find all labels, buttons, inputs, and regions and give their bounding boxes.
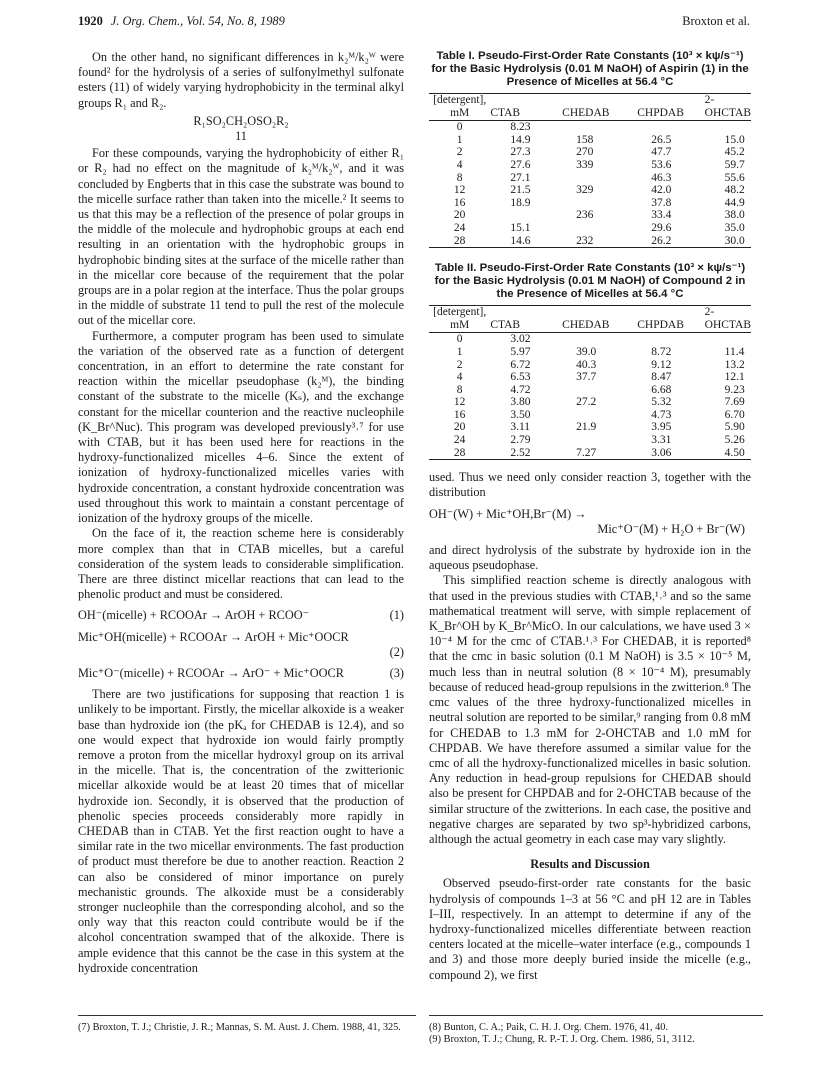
table-cell: 53.6 <box>651 158 672 171</box>
table-cell: 8.23 <box>510 121 531 134</box>
table-cell: 40.3 <box>576 358 597 371</box>
table-cell: 8.72 <box>651 345 672 358</box>
table-cell <box>705 333 751 346</box>
table-row <box>429 421 751 434</box>
section-heading: Results and Discussion <box>530 857 650 872</box>
table-row <box>429 384 751 397</box>
table-row <box>429 159 751 172</box>
table-row <box>429 121 751 134</box>
equation-number: (2) <box>389 644 404 659</box>
table-cell <box>562 197 637 210</box>
table-cell: 14.6 <box>510 234 531 247</box>
table-cell: 28 <box>453 446 466 459</box>
table-row <box>429 184 751 197</box>
table-cell <box>490 209 562 222</box>
table-2 <box>429 305 751 460</box>
table-cell: 30.0 <box>724 234 745 247</box>
table-cell: 3.80 <box>510 396 531 409</box>
table-cell <box>562 409 637 422</box>
table-cell: 24 <box>453 221 466 234</box>
table-cell: 158 <box>576 133 594 146</box>
table-cell: 12.1 <box>724 371 745 384</box>
table-cell: 2.79 <box>510 434 531 447</box>
table-row <box>429 434 751 447</box>
table-cell: 3.50 <box>510 408 531 421</box>
table-cell <box>562 222 637 235</box>
table-cell: 42.0 <box>651 184 672 197</box>
table-cell: 4 <box>456 158 463 171</box>
table-cell: 26.2 <box>651 234 672 247</box>
footnote-rule <box>78 1015 416 1016</box>
table-cell: 9.23 <box>724 383 745 396</box>
column-header: CHEDAB <box>562 94 637 121</box>
equation-2 <box>78 630 404 660</box>
table-cell: 2.52 <box>510 446 531 459</box>
table-1-caption: Table I. Pseudo-First-Order Rate Constants (10³ × kψ/s⁻¹) for the Basic Hydrolysis (0.01 M NaOH) of Aspirin (1) in the Presence of Micelles at 56.4 °C <box>431 50 749 88</box>
table-row <box>429 409 751 422</box>
table-1-body <box>429 121 751 248</box>
table-cell: 46.3 <box>651 171 672 184</box>
formula-text: R₁SO₂CH₂OSO₂R₂ <box>193 113 289 128</box>
table-cell: 59.7 <box>724 158 745 171</box>
table-row <box>429 134 751 147</box>
table-cell <box>562 121 637 134</box>
table-cell: 44.9 <box>724 196 745 209</box>
footnote: (7) Broxton, T. J.; Christie, J. R.; Mannas, S. M. Aust. J. Chem. 1988, 41, 325. <box>78 1022 401 1033</box>
table-cell: 26.5 <box>651 133 672 146</box>
table-cell: 6.70 <box>724 408 745 421</box>
header-left <box>78 14 285 29</box>
table-row <box>429 333 751 346</box>
table-row <box>429 146 751 159</box>
equation-number: (1) <box>389 608 404 623</box>
table-cell: 6.72 <box>510 358 531 371</box>
table-cell: 24 <box>453 434 466 447</box>
table-cell: 3.06 <box>651 446 672 459</box>
table-row <box>429 447 751 460</box>
column-header: CHEDAB <box>562 306 637 333</box>
table-row <box>429 209 751 222</box>
table-cell: 4.50 <box>724 446 745 459</box>
table-cell: 29.6 <box>651 221 672 234</box>
paragraph: and direct hydrolysis of the substrate by hydroxide ion in the aqueous pseudophase. <box>429 543 751 573</box>
table-cell: 270 <box>576 146 594 159</box>
table-cell: 45.2 <box>724 146 745 159</box>
table-cell: 329 <box>576 184 594 197</box>
table-cell: 5.26 <box>724 434 745 447</box>
table-row <box>429 371 751 384</box>
footnote-rule <box>429 1015 763 1016</box>
header-authors: Broxton et al. <box>682 14 750 28</box>
equation-text: OH⁻(W) + Mic⁺OH,Br⁻(M) → <box>429 506 587 521</box>
table-row <box>429 197 751 210</box>
table-cell: 27.3 <box>510 146 531 159</box>
table-cell: 6.68 <box>651 383 672 396</box>
formula-number: 11 <box>235 129 247 144</box>
paragraph: On the other hand, no significant differences in k₂ᴹ/k₂ᵂ were found² for the hydrolysis of a series of sulfonylmethyl sulfonate esters (11) of widely varying hydrophobicity in the terminal alkyl groups R₁ and R₂. <box>78 50 404 110</box>
equation-text: Mic⁺O⁻(M) + H₂O + Br⁻(W) <box>597 521 745 536</box>
table-cell: 5.32 <box>651 396 672 409</box>
table-cell: 12 <box>453 184 466 197</box>
footnotes-left <box>78 1015 404 1034</box>
paragraph: Furthermore, a computer program has been used to simulate the variation of the observed rate as a function of detergent concentration, in an effort to determine the rate constant for reaction within the micellar pseudophase (k₂ᴹ), the binding constant of the substrate to the micelle (Kₛ), and the exchange constant for the micellar counterion and the reactive nucleophile (K_Br^Nuc). This program was developed previously³˒⁷ for use with CTAB, but it has been used here for reactions in the hydroxy-functionalized micelles 4–6. Since the extent of ionization of hydroxy-functionalized micelles varies with hydroxide concentration, a constant hydroxide concentration was used throughout this work to maintain a constant percentage of ionization of the hydroxy groups of the micelle. <box>78 328 404 526</box>
table-cell: 33.4 <box>651 209 672 222</box>
table-cell: 39.0 <box>576 345 597 358</box>
table-cell: 3.11 <box>510 421 531 434</box>
table-cell: 2 <box>456 146 463 159</box>
table-cell: 4.73 <box>651 408 672 421</box>
table-cell: 9.12 <box>651 358 672 371</box>
formula-11 <box>78 114 404 144</box>
table-cell: 21.5 <box>510 184 531 197</box>
distribution-equation <box>429 507 751 537</box>
table-cell: 7.27 <box>576 446 597 459</box>
equation-text: OH⁻(micelle) + RCOOAr → ArOH + RCOO⁻ <box>78 608 310 623</box>
table-cell: 1 <box>456 345 463 358</box>
equation-text: Mic⁺O⁻(micelle) + RCOOAr → ArO⁻ + Mic⁺OOCR <box>78 665 344 680</box>
table-cell: 2 <box>456 358 463 371</box>
paragraph: There are two justifications for supposing that reaction 1 is unlikely to be important. Firstly, the micellar alkoxide is a weaker base than hydroxide ion (the pKₐ for CHEDAB is 12.4), and so one would expect that hydroxide ion would fairly promptly remove a proton from the micellar hydroxyl group on its arrival in the micelle. That is, the concentration of the zwitterionic micellar alkoxide would be at least 20 times that of micellar hydroxide ion. Secondly, it is observed that the production of phenolic species proceeds considerably more rapidly in CHEDAB than in CTAB. Yet the first reaction ought to have a similar rate in the two micellar environments. The fast production of product must therefore be due to another reaction. Reaction 2 can also be considered of minor importance on purely mechanistic grounds. The alkoxide must be a considerably stronger nucleophile than the corresponding alcohol, and so the only way that this reacton could contribute would be if the alcohol concentration swamped that of the alkoxide. There is ample evidence that this cannot be the case in this system at the hydroxide concentration <box>78 687 404 975</box>
table-cell: 236 <box>576 209 594 222</box>
table-cell: 3.02 <box>510 333 531 346</box>
table-cell: 8 <box>456 171 463 184</box>
table-row <box>429 172 751 185</box>
table-cell <box>705 121 751 134</box>
column-header: CTAB <box>490 94 562 121</box>
table-row <box>429 396 751 409</box>
table-cell <box>562 172 637 185</box>
table-cell: 5.90 <box>724 421 745 434</box>
table-cell: 47.7 <box>651 146 672 159</box>
table-cell <box>562 434 637 447</box>
table-cell: 27.6 <box>510 158 531 171</box>
equation-number: (3) <box>389 665 404 680</box>
table-cell: 15.0 <box>724 133 745 146</box>
column-header: 2-OHCTAB <box>705 94 751 121</box>
footnote: (8) Bunton, C. A.; Paik, C. H. J. Org. Chem. 1976, 41, 40. <box>429 1022 668 1033</box>
footnotes-right <box>429 1015 751 1046</box>
column-header: CTAB <box>490 306 562 333</box>
table-cell: 27.2 <box>576 396 597 409</box>
running-header <box>78 14 750 32</box>
table-cell <box>562 333 637 346</box>
table-cell: 3.95 <box>651 421 672 434</box>
paragraph: For these compounds, varying the hydrophobicity of either R₁ or R₂ had no effect on the magnitude of k₂ᴹ/k₂ᵂ, and it was concluded by Engberts that in this case the substrate was bound to the micelle surface rather than taken into the micelle.² It seems to us that this may be a reflection of the presence of polar groups in the middle of the molecule and hydrophobic groups at each end resulting in an orientation with the hydrophobic groups in hydrophobic binding sites at the surface of the micelle rather than in the micellar core because of the requirement that the polar groups are in a polar region at the interface. Thus the polar groups in the middle of substrate 11 tend to pull the rest of the molecule out of the micellar core. <box>78 146 404 328</box>
table-cell: 0 <box>456 333 463 346</box>
table-cell: 15.1 <box>510 221 531 234</box>
table-row <box>429 235 751 248</box>
column-header: CHPDAB <box>637 94 704 121</box>
journal-citation: J. Org. Chem., Vol. 54, No. 8, 1989 <box>110 14 285 28</box>
table-row <box>429 222 751 235</box>
table-cell <box>562 384 637 397</box>
table-cell: 4.72 <box>510 383 531 396</box>
equation-text: Mic⁺OH(micelle) + RCOOAr → ArOH + Mic⁺OOCR <box>78 629 349 644</box>
table-cell: 3.31 <box>651 434 672 447</box>
table-cell: 16 <box>453 408 466 421</box>
paragraph: used. Thus we need only consider reaction 3, together with the distribution <box>429 470 751 500</box>
table-2-body <box>429 333 751 460</box>
table-cell: 35.0 <box>724 221 745 234</box>
column-header: 2-OHCTAB <box>705 306 751 333</box>
table-row <box>429 359 751 372</box>
page-number: 1920 <box>78 14 103 28</box>
table-cell: 37.7 <box>576 371 597 384</box>
table-cell: 8.47 <box>651 371 672 384</box>
equation-3 <box>78 666 404 681</box>
table-cell: 38.0 <box>724 209 745 222</box>
table-cell: 37.8 <box>651 196 672 209</box>
table-cell: 20 <box>453 421 466 434</box>
table-cell: 232 <box>576 234 594 247</box>
table-cell: 27.1 <box>510 171 531 184</box>
table-cell <box>637 333 704 346</box>
table-cell: 20 <box>453 209 466 222</box>
table-cell: 1 <box>456 133 463 146</box>
equation-1 <box>78 608 404 623</box>
table-cell: 28 <box>453 234 466 247</box>
table-cell: 7.69 <box>724 396 745 409</box>
table-cell: 18.9 <box>510 196 531 209</box>
right-column <box>429 50 751 983</box>
paragraph: This simplified reaction scheme is directly analogous with that used in the previous studies with CTAB,¹˒³ and so the same mathematical treatment will serve, with simple replacement of K_Br^OH by K_Br^MicO. In our calculations, we have used 3 × 10⁻⁴ M for the cmc of CTAB.¹˒³ For CHEDAB, it is reported⁸ that the cmc in basic solution (0.1 M NaOH) is 3.5 × 10⁻⁵ M, much less than in neutral solution (8 × 10⁻⁴ M), presumably because of reduced head-group repulsions in the zwitterion.⁸ The cmc values of the three hydroxy-functionalized micelles in neutral solution are reported to be similar,⁹ ranging from 0.8 mM for CHEDAB to 1.3 mM for 2-OHCTAB and 1.0 mM for CHPDAB. We have therefore assumed a similar value for the cmc of all the hydroxy-functionalized micelles in basic solution. Any reduction in head-group repulsions for CHEDAB should also be present for CHPDAB and for 2-OHCTAB because of the similar structure of the zwitterions. In each case, the positive and negative charges are separated by two sp³-hybridized carbons, although the actual geometry in each case may vary slightly. <box>429 573 751 846</box>
table-cell: 6.53 <box>510 371 531 384</box>
table-cell: 339 <box>576 158 594 171</box>
column-header: [detergent], mM <box>429 306 490 333</box>
table-row <box>429 346 751 359</box>
column-header: CHPDAB <box>637 306 704 333</box>
table-cell: 12 <box>453 396 466 409</box>
table-cell: 0 <box>456 121 463 134</box>
column-header: [detergent], mM <box>429 94 490 121</box>
table-cell: 48.2 <box>724 184 745 197</box>
table-cell: 13.2 <box>724 358 745 371</box>
table-cell: 5.97 <box>510 345 531 358</box>
table-cell: 16 <box>453 196 466 209</box>
table-cell: 14.9 <box>510 133 531 146</box>
table-cell: 55.6 <box>724 171 745 184</box>
table-2-caption: Table II. Pseudo-First-Order Rate Constants (10³ × kψ/s⁻¹) for the Basic Hydrolysis (0.01 M NaOH) of Compound 2 in the Presence of Micelles at 56.4 °C <box>434 262 746 301</box>
footnote: (9) Broxton, T. J.; Chung, R. P.-T. J. Org. Chem. 1986, 51, 3112. <box>429 1034 695 1045</box>
paragraph: On the face of it, the reaction scheme here is considerably more complex than that in CTAB micelles, but a careful consideration of the system leads to considerable simplification. There are three distinct micellar reactions that can lead to the phenolic product and must be considered. <box>78 526 404 602</box>
table-cell <box>637 121 704 134</box>
table-cell: 21.9 <box>576 421 597 434</box>
table-cell: 8 <box>456 383 463 396</box>
left-column <box>78 50 404 976</box>
paragraph: Observed pseudo-first-order rate constants for the basic hydrolysis of compounds 1–3 at 56 °C and pH 12 are in Tables I–III, respectively. In an attempt to determine if any of the hydroxy-functionalized micelles differentiate between reaction centers located at the micelle–water interface (e.g., compounds 1 and 3) and those more deeply buried inside the micelle (e.g., compound 2), we first <box>429 876 751 982</box>
table-cell: 11.4 <box>724 345 745 358</box>
table-1 <box>429 93 751 248</box>
table-cell: 4 <box>456 371 463 384</box>
